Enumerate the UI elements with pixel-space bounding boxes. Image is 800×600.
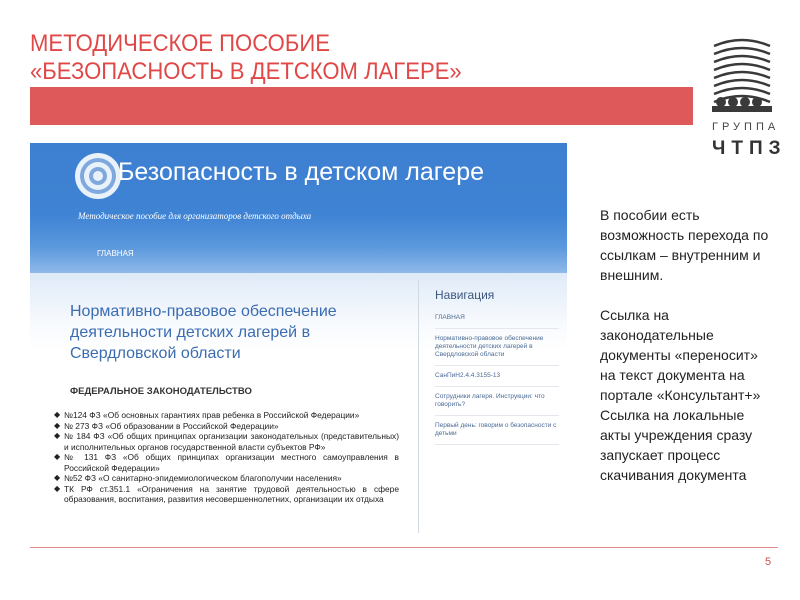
site-subtitle: Методическое пособие для организаторов детского отдыха [78, 211, 312, 221]
nav-item-home[interactable]: ГЛАВНАЯ [435, 308, 559, 329]
site-title: Безопасность в детском лагере [118, 158, 485, 186]
law-list [54, 410, 399, 505]
law-link[interactable]: ◆ № 131 ФЗ «Об общих принципах организации местного самоуправления в Российской Федерации» [54, 452, 399, 473]
law-link[interactable]: ◆ № 273 ФЗ «Об образовании в Российской Федерации» [54, 420, 279, 431]
law-link[interactable]: ◆ №124 ФЗ «Об основных гарантиях прав ребенка в Российской Федерации» [54, 410, 360, 420]
law-link[interactable]: ◆ ТК РФ ст.351.1 «Ограничения на занятие трудовой деятельностью в сфере образования, воспитания, развития несовершеннолетних, организации их отдыха [54, 483, 399, 504]
site-home-link[interactable]: ГЛАВНАЯ [97, 249, 134, 258]
website-header [30, 143, 567, 273]
diamond-bullet-icon: ◆ [54, 473, 61, 482]
law-link[interactable]: ◆ № 184 ФЗ «Об общих принципах организации законодательных (представительных) и исполнительных органов государственной власти субъектов РФ» [54, 431, 399, 452]
nav-item-first-day[interactable]: Первый день: говорим о безопасности с детьми [435, 416, 559, 445]
navigation-title: Навигация [435, 288, 495, 302]
side-description [600, 205, 770, 485]
site-logo-icon [72, 150, 124, 202]
diamond-bullet-icon: ◆ [54, 483, 61, 493]
diamond-bullet-icon: ◆ [54, 452, 61, 461]
side-paragraph-download: Ссылка на локальные акты учреждения сразу запускает процесс скачивания документа [600, 407, 753, 483]
side-paragraph-consultant: Ссылка на законодательные документы «переносит» на текст документа на портале «Консультант+» [600, 307, 761, 403]
nav-item-sanpin[interactable]: СанПиН2.4.4.3155-13 [435, 366, 559, 387]
diamond-bullet-icon: ◆ [54, 410, 61, 419]
company-logo-icon [712, 36, 772, 112]
slide-title-line1: МЕТОДИЧЕСКОЕ ПОСОБИЕ [30, 30, 330, 57]
diamond-bullet-icon: ◆ [54, 420, 61, 430]
diamond-bullet-icon: ◆ [54, 431, 61, 440]
navigation-panel [418, 280, 567, 533]
slide-title-line2: «БЕЗОПАСНОСТЬ В ДЕТСКОМ ЛАГЕРЕ» [30, 58, 462, 85]
slide-title [30, 30, 462, 86]
nav-item-staff[interactable]: Сотрудники лагеря. Инструкции: что говорить? [435, 387, 559, 416]
side-paragraph-links: В пособии есть возможность перехода по ссылкам – внутренним и внешним. [600, 207, 769, 283]
navigation-list [435, 308, 559, 445]
page-number: 5 [765, 556, 772, 568]
website-screenshot [30, 143, 567, 533]
logo-text-name: ЧТПЗ [712, 138, 787, 159]
page-heading: Нормативно-правовое обеспечение деятельности детских лагерей в Свердловской области [70, 303, 337, 362]
law-link[interactable]: ◆ №52 ФЗ «О санитарно-эпидемиологическом благополучии населения» [54, 473, 342, 483]
section-title: ФЕДЕРАЛЬНОЕ ЗАКОНОДАТЕЛЬСТВО [70, 386, 252, 397]
logo-text-group: ГРУППА [712, 121, 780, 133]
title-accent-bar [30, 87, 693, 125]
nav-item-regulations[interactable]: Нормативно-правовое обеспечение деятельности детских лагерей в Свердловской области [435, 329, 559, 366]
footer-divider [30, 547, 778, 548]
